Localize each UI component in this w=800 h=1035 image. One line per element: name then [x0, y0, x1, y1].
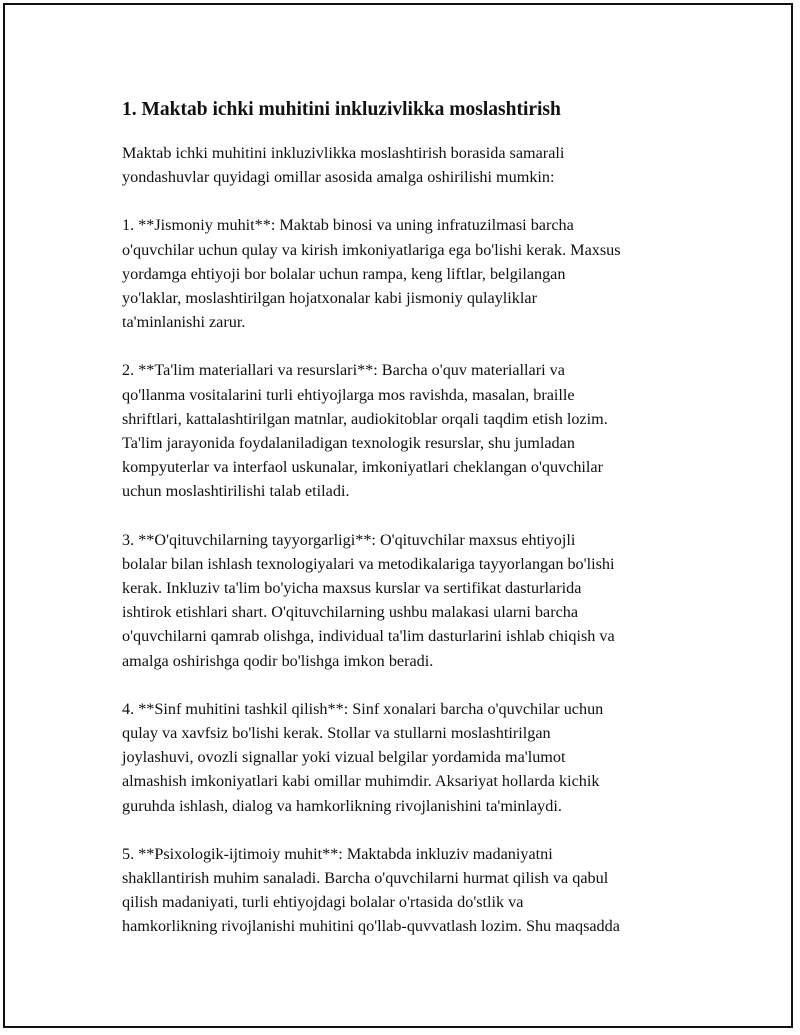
text-line: shakllantirish muhim sanaladi. Barcha o'quvchilarni hurmat qilish va qabul	[122, 869, 609, 888]
text-line: qulay va xavfsiz bo'lishi kerak. Stollar va stullarni moslashtirilgan	[122, 724, 551, 743]
text-line: almashish imkoniyatlari kabi omillar muhimdir. Aksariyat hollarda kichik	[122, 772, 600, 791]
section-heading: 1. Maktab ichki muhitini inkluzivlikka moslashtirish	[122, 99, 561, 120]
psychosocial-environment-paragraph	[122, 842, 697, 939]
text-line: 1. **Jismoniy muhit**: Maktab binosi va uning infratuzilmasi barcha	[122, 216, 574, 235]
text-line: 4. **Sinf muhitini tashkil qilish**: Sinf xonalari barcha o'quvchilar uchun	[122, 699, 604, 718]
text-line: guruhda ishlash, dialog va hamkorlikning rivojlanishini ta'minlaydi.	[122, 796, 562, 815]
text-line: joylashuvi, ovozli signallar yoki vizual belgilar yordamida ma'lumot	[122, 748, 566, 767]
text-line: ta'minlanishi zarur.	[122, 313, 246, 332]
text-line: 5. **Psixologik-ijtimoiy muhit**: Maktabda inkluziv madaniyatni	[122, 844, 553, 863]
teacher-preparation-paragraph	[122, 528, 697, 673]
page-frame	[3, 3, 793, 1028]
text-line: yo'laklar, moslashtirilgan hojatxonalar kabi jismoniy qulayliklar	[122, 289, 537, 308]
text-line: kerak. Inkluziv ta'lim bo'yicha maxsus kurslar va sertifikat dasturlarida	[122, 579, 582, 598]
text-line: Ta'lim jarayonida foydalaniladigan texnologik resurslar, shu jumladan	[122, 434, 575, 453]
text-line: hamkorlikning rivojlanishi muhitini qo'llab-quvvatlash lozim. Shu maqsadda	[122, 917, 620, 936]
text-line: amalga oshirishga qodir bo'lishga imkon beradi.	[122, 651, 434, 670]
physical-environment-paragraph	[122, 213, 697, 334]
learning-materials-paragraph	[122, 358, 697, 503]
text-line: bolalar bilan ishlash texnologiyalari va metodikalariga tayyorlangan bo'lishi	[122, 554, 615, 573]
text-line: Maktab ichki muhitini inkluzivlikka moslashtirish borasida samarali	[122, 144, 565, 162]
text-line: ishtirok etishlari shart. O'qituvchilarning ushbu malakasi ularni barcha	[122, 603, 579, 622]
intro-paragraph	[122, 141, 697, 189]
text-line: 3. **O'qituvchilarning tayyorgarligi**: O'qituvchilar maxsus ehtiyojli	[122, 530, 576, 549]
text-line: uchun moslashtirilishi talab etiladi.	[122, 482, 350, 501]
text-line: 2. **Ta'lim materiallari va resurslari**: Barcha o'quv materiallari va	[122, 361, 565, 380]
text-line: o'quvchilar uchun qulay va kirish imkoniyatlariga ega bo'lishi kerak. Maxsus	[122, 240, 621, 259]
text-line: shriftlari, kattalashtirilgan matnlar, audiokitoblar orqali taqdim etish lozim.	[122, 409, 608, 428]
text-line: yondashuvlar quyidagi omillar asosida amalga oshirilishi mumkin:	[122, 168, 555, 187]
document-body	[122, 98, 697, 963]
text-line: qilish madaniyati, turli ehtiyojdagi bolalar o'rtasida do'stlik va	[122, 893, 524, 912]
text-line: o'quvchilarni qamrab olishga, individual ta'lim dasturlarini ishlab chiqish va	[122, 627, 615, 646]
text-line: qo'llanma vositalarini turli ehtiyojlarga mos ravishda, masalan, braille	[122, 385, 575, 404]
classroom-environment-paragraph	[122, 697, 697, 818]
text-line: kompyuterlar va interfaol uskunalar, imkoniyatlari cheklangan o'quvchilar	[122, 458, 603, 477]
text-line: yordamga ehtiyoji bor bolalar uchun rampa, keng liftlar, belgilangan	[122, 264, 566, 283]
